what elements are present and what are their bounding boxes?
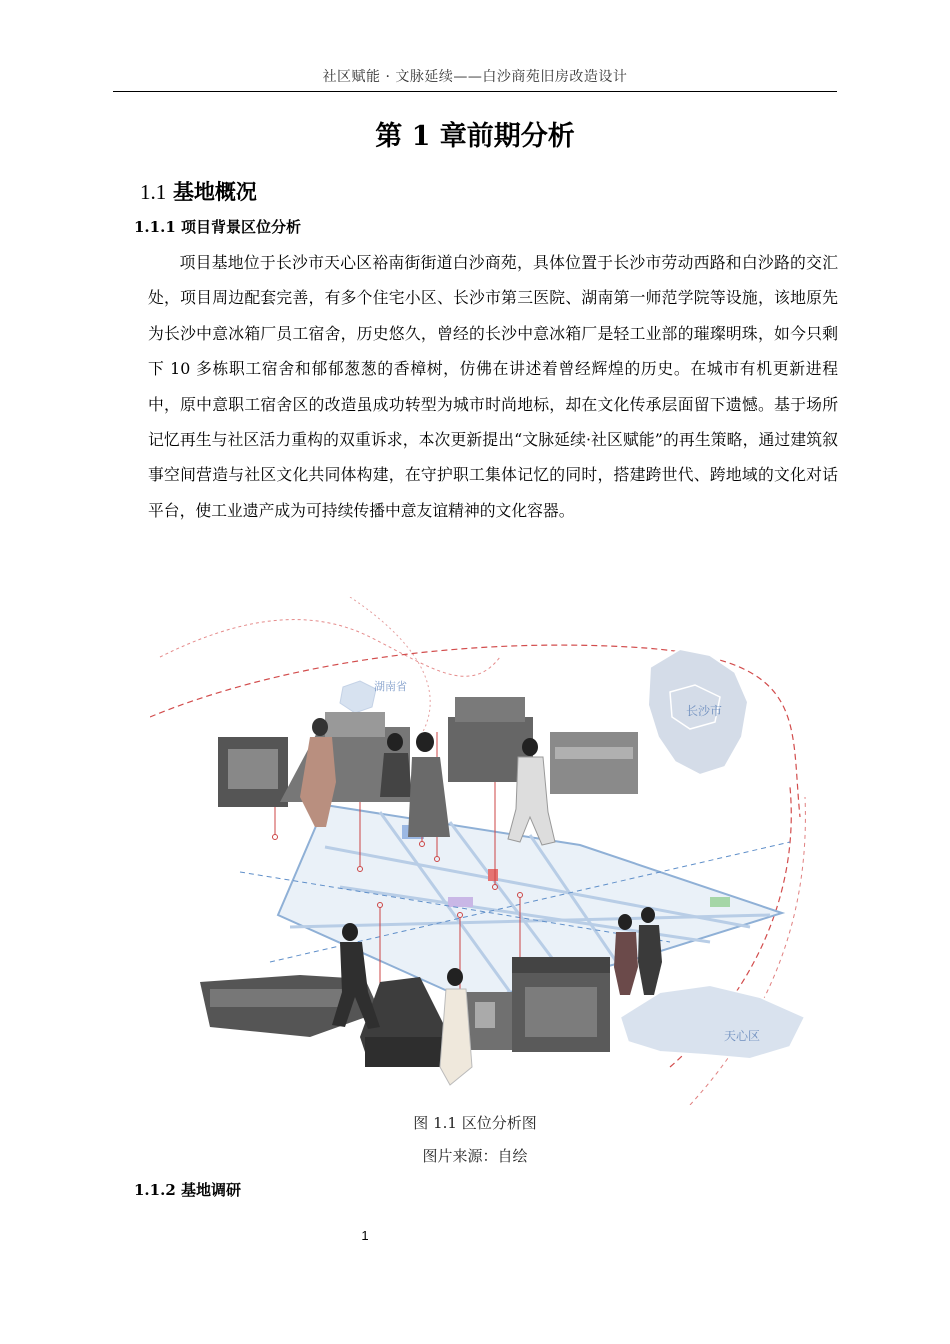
header-rule [113, 91, 837, 92]
figure-source: 图片来源：自绘 [422, 1147, 528, 1165]
district-label: 天心区 [724, 1029, 761, 1043]
page-number: 1 [361, 1228, 369, 1243]
section-heading: 基地概况 [172, 179, 257, 204]
running-header: 社区赋能 · 文脉延续——白沙商苑旧房改造设计 [322, 69, 628, 85]
location-analysis-figure [150, 597, 810, 1105]
body-paragraph: 项目基地位于长沙市天心区裕南街街道白沙商苑，具体位置于长沙市劳动西路和白沙路的交汇处，项目周边配套完善，有多个住宅小区、长沙市第三医院、湖南第一师范学院等设施，该地原先为长沙中意冰箱厂员工宿舍，历史悠久，曾经的长沙中意冰箱厂是轻工业部的璀璨明珠，如今只剩下 10 多栋职工宿舍和郁郁葱葱的香樟树，仿佛在讲述着曾经辉煌的历史。在城市有机更新进程中，原中意职工宿舍区的改造虽成功转型为城市时尚地标，却在文化传承层面留下遗憾。基于场所记忆再生与社区活力重构的双重诉求，本次更新提出“文脉延续·社区赋能”的再生策略，通过建筑叙事空间营造与社区文化共同体构建，在守护职工集体记忆的同时，搭建跨世代、跨地域的文化对话平台，使工业遗产成为可持续传播中意友谊精神的文化容器。 [148, 253, 838, 520]
province-label: 湖南省 [374, 681, 407, 693]
city-label: 长沙市 [686, 704, 723, 718]
subsection-heading-2: 1.1.2 基地调研 [134, 1181, 241, 1199]
section-title [140, 176, 257, 206]
section-number: 1.1 [140, 180, 167, 204]
subsection-heading-1: 1.1.1 项目背景区位分析 [134, 218, 301, 236]
figure-caption: 图 1.1 区位分析图 [413, 1114, 537, 1132]
chapter-title: 第 1 章前期分析 [375, 121, 575, 152]
